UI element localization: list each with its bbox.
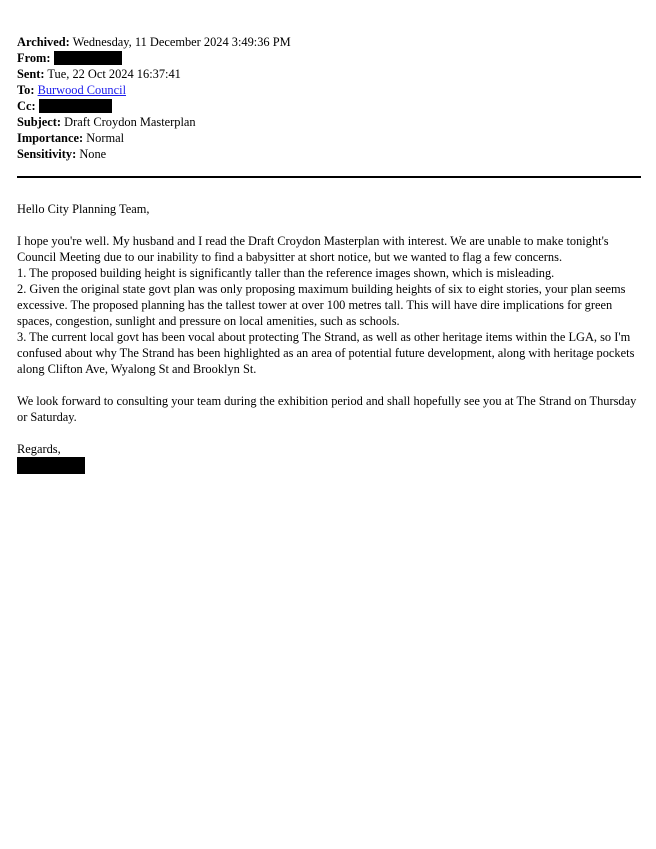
to-label: To: — [17, 83, 35, 97]
from-row — [17, 50, 641, 66]
closing-paragraph: We look forward to consulting your team during the exhibition period and shall hopefully see you at The Strand on Thursday or Saturday. — [17, 394, 637, 424]
greeting: Hello City Planning Team, — [17, 202, 150, 216]
to-row — [17, 82, 641, 98]
concern-2: 2. Given the original state govt plan was only proposing maximum building heights of six to eight stories, your plan seems excessive. The proposed planning has the tallest tower at over 100 metres tall. This will have dire implications for green spaces, congestion, sunlight and pressure on local amenities, such as schools. — [17, 282, 626, 328]
intro-paragraph: I hope you're well. My husband and I read the Draft Croydon Masterplan with interest. We are unable to make tonight's Council Meeting due to our inability to find a babysitter at short notice, but we wanted to flag a few concerns. — [17, 234, 609, 264]
subject-value: Draft Croydon Masterplan — [64, 115, 196, 129]
sensitivity-label: Sensitivity: — [17, 147, 77, 161]
header-divider — [17, 176, 641, 178]
archived-label: Archived: — [17, 35, 70, 49]
spacer — [17, 377, 641, 393]
importance-label: Importance: — [17, 131, 84, 145]
signature-redaction — [17, 457, 85, 474]
concern-3: 3. The current local govt has been vocal about protecting The Strand, as well as other heritage items within the LGA, so I'm confused about why The Strand has been highlighted as an area of potential future development, along with heritage pockets along Clifton Ave, Wyalong St and Brooklyn St. — [17, 330, 635, 376]
archived-value: Wednesday, 11 December 2024 3:49:36 PM — [72, 35, 291, 49]
spacer — [17, 217, 641, 233]
from-label: From: — [17, 51, 51, 65]
cc-row — [17, 98, 641, 114]
subject-row — [17, 114, 641, 130]
from-redaction — [54, 51, 122, 65]
email-header — [17, 34, 641, 162]
archived-row — [17, 34, 641, 50]
to-link[interactable]: Burwood Council — [37, 83, 127, 97]
subject-label: Subject: — [17, 115, 62, 129]
sensitivity-value: None — [79, 147, 107, 161]
concern-1: 1. The proposed building height is significantly taller than the reference images shown, which is misleading. — [17, 266, 555, 280]
importance-row — [17, 130, 641, 146]
importance-value: Normal — [86, 131, 125, 145]
spacer — [17, 425, 641, 441]
sent-row — [17, 66, 641, 82]
sensitivity-row — [17, 146, 641, 162]
sent-value: Tue, 22 Oct 2024 16:37:41 — [47, 67, 181, 81]
cc-redaction — [39, 99, 112, 113]
email-body — [17, 201, 641, 474]
cc-label: Cc: — [17, 99, 36, 113]
sent-label: Sent: — [17, 67, 45, 81]
signoff: Regards, — [17, 442, 61, 456]
